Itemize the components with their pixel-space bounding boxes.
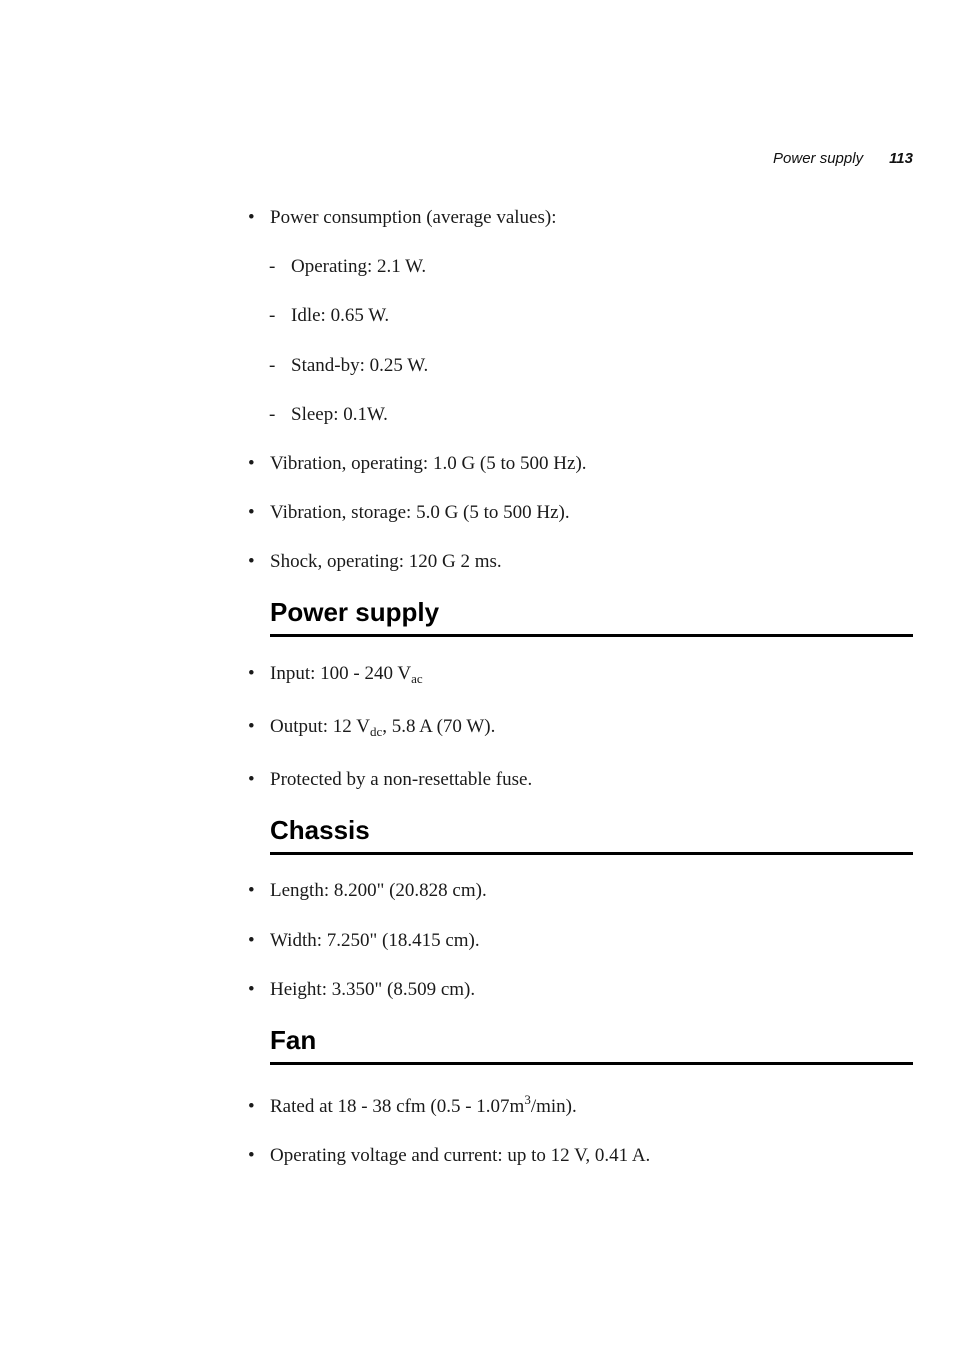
output-subscript: dc [369, 724, 383, 739]
bullet-marker: • [248, 207, 255, 228]
rated-superscript: 3 [524, 1092, 531, 1107]
bullet-marker: • [248, 930, 255, 951]
item-text: Height: 3.350" (8.509 cm). [270, 979, 476, 1000]
bullet-marker: • [248, 769, 255, 790]
item-text: Vibration, operating: 1.0 G (5 to 500 Hz). [270, 453, 587, 474]
input-spec [270, 662, 423, 686]
bullet-marker: • [248, 716, 255, 737]
bullet-marker: • [248, 880, 255, 901]
page-number: 113 [889, 150, 913, 167]
dash-marker: - [269, 256, 276, 277]
item-text: Protected by a non-resettable fuse. [270, 769, 533, 790]
rated-spec [270, 1092, 577, 1119]
input-text: Input: 100 - 240 V [270, 663, 412, 684]
running-header [773, 150, 913, 167]
input-subscript: ac [411, 671, 423, 686]
rated-suffix: /min). [530, 1096, 577, 1117]
output-suffix: , 5.8 A (70 W). [382, 716, 496, 737]
section-heading-power-supply: Power supply [270, 596, 913, 637]
item-text: Shock, operating: 120 G 2 ms. [270, 551, 502, 572]
bullet-marker: • [248, 502, 255, 523]
item-text: Width: 7.250" (18.415 cm). [270, 930, 480, 951]
section-heading-chassis: Chassis [270, 814, 913, 855]
output-text: Output: 12 V [270, 716, 370, 737]
sub-item-text: Idle: 0.65 W. [291, 305, 390, 326]
power-consumption-text: Power consumption (average values): [270, 207, 557, 228]
item-text: Length: 8.200" (20.828 cm). [270, 880, 487, 901]
item-text: Vibration, storage: 5.0 G (5 to 500 Hz). [270, 502, 570, 523]
output-spec [270, 715, 495, 739]
rated-text: Rated at 18 - 38 cfm (0.5 - 1.07m [270, 1096, 525, 1117]
dash-marker: - [269, 355, 276, 376]
bullet-marker: • [248, 1096, 255, 1117]
dash-marker: - [269, 305, 276, 326]
bullet-marker: • [248, 551, 255, 572]
sub-item-text: Operating: 2.1 W. [291, 256, 427, 277]
bullet-marker: • [248, 453, 255, 474]
dash-marker: - [269, 404, 276, 425]
bullet-marker: • [248, 979, 255, 1000]
bullet-marker: • [248, 663, 255, 684]
sub-item-text: Stand-by: 0.25 W. [291, 355, 429, 376]
item-text: Operating voltage and current: up to 12 V, 0.41 A. [270, 1145, 651, 1166]
running-header-title: Power supply [773, 150, 864, 167]
section-heading-fan: Fan [270, 1024, 913, 1065]
sub-item-text: Sleep: 0.1W. [291, 404, 388, 425]
bullet-marker: • [248, 1145, 255, 1166]
